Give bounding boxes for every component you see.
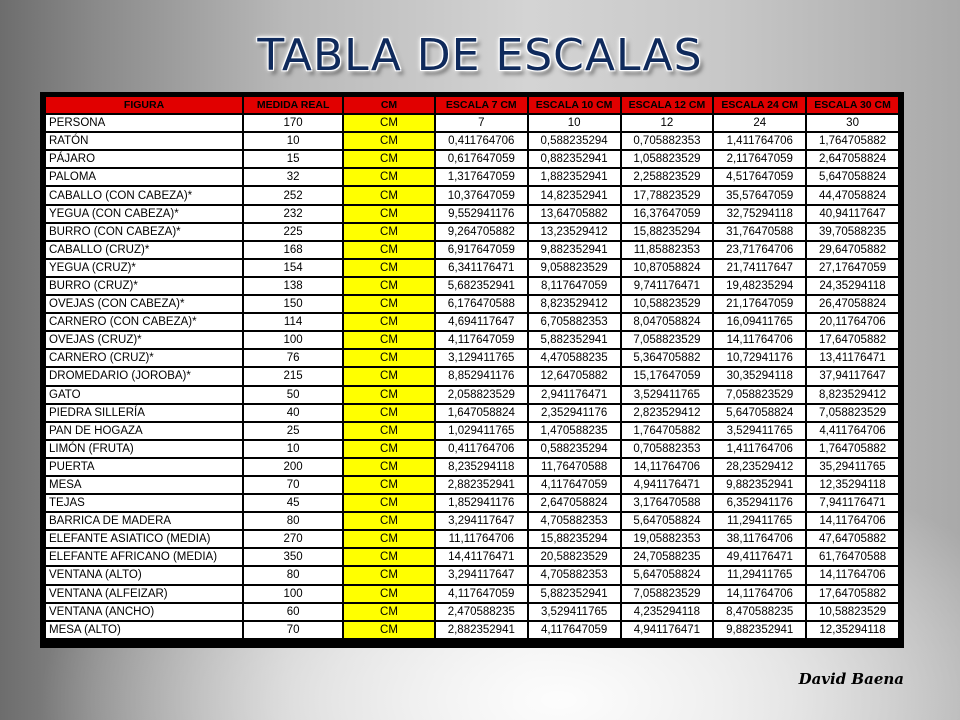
cell-escala-10: 4,117647059 [529,622,620,638]
cell-escala-12: 5,647058824 [622,567,713,583]
cell-unit: CM [344,586,434,602]
cell-unit: CM [344,567,434,583]
cell-unit: CM [344,531,434,547]
cell-escala-7: 0,411764706 [436,441,527,457]
cell-figura: CABALLO (CON CABEZA)* [46,187,242,203]
header-escala-10: ESCALA 10 CM [529,97,620,113]
cell-unit: CM [344,459,434,475]
cell-escala-12: 7,058823529 [622,586,713,602]
cell-escala-30: 12,35294118 [807,477,898,493]
cell-escala-30: 47,64705882 [807,531,898,547]
table-row [46,260,898,276]
cell-escala-10: 0,588235294 [529,441,620,457]
cell-escala-7: 7 [436,115,527,131]
cell-escala-10: 8,117647059 [529,278,620,294]
cell-unit: CM [344,169,434,185]
cell-escala-10: 6,705882353 [529,314,620,330]
cell-medida-real: 168 [244,242,342,258]
cell-escala-10: 9,058823529 [529,260,620,276]
cell-escala-7: 14,41176471 [436,549,527,565]
cell-escala-10: 5,882352941 [529,332,620,348]
cell-escala-10: 9,882352941 [529,242,620,258]
cell-escala-12: 1,764705882 [622,423,713,439]
cell-escala-30: 26,47058824 [807,296,898,312]
table-row [46,332,898,348]
cell-escala-30: 61,76470588 [807,549,898,565]
cell-medida-real: 60 [244,604,342,620]
cell-escala-30: 5,647058824 [807,169,898,185]
cell-medida-real: 70 [244,477,342,493]
cell-escala-24: 2,117647059 [714,151,805,167]
cell-escala-12: 3,529411765 [622,387,713,403]
header-escala-30: ESCALA 30 CM [807,97,898,113]
cell-escala-10: 13,23529412 [529,224,620,240]
cell-medida-real: 80 [244,513,342,529]
cell-figura: CABALLO (CRUZ)* [46,242,242,258]
cell-figura: PERSONA [46,115,242,131]
cell-escala-10: 5,882352941 [529,586,620,602]
cell-escala-12: 9,741176471 [622,278,713,294]
cell-escala-12: 15,17647059 [622,368,713,384]
cell-unit: CM [344,549,434,565]
cell-medida-real: 232 [244,206,342,222]
cell-escala-7: 5,682352941 [436,278,527,294]
cell-medida-real: 40 [244,405,342,421]
table-row [46,531,898,547]
cell-escala-30: 17,64705882 [807,332,898,348]
table-row [46,368,898,384]
cell-escala-7: 0,617647059 [436,151,527,167]
cell-escala-24: 4,517647059 [714,169,805,185]
cell-escala-12: 1,058823529 [622,151,713,167]
table-row [46,441,898,457]
cell-escala-24: 10,72941176 [714,350,805,366]
cell-medida-real: 138 [244,278,342,294]
cell-escala-30: 14,11764706 [807,567,898,583]
cell-escala-12: 3,176470588 [622,495,713,511]
cell-escala-10: 2,647058824 [529,495,620,511]
cell-escala-10: 4,705882353 [529,567,620,583]
cell-medida-real: 252 [244,187,342,203]
cell-escala-30: 27,17647059 [807,260,898,276]
cell-escala-10: 4,470588235 [529,350,620,366]
cell-escala-7: 3,294117647 [436,513,527,529]
table-row [46,187,898,203]
cell-escala-7: 2,882352941 [436,622,527,638]
author-signature: David Baena [798,670,904,688]
cell-figura: PIEDRA SILLERÍA [46,405,242,421]
cell-escala-24: 11,29411765 [714,567,805,583]
cell-escala-10: 13,64705882 [529,206,620,222]
cell-escala-24: 35,57647059 [714,187,805,203]
table-row [46,314,898,330]
cell-figura: DROMEDARIO (JOROBA)* [46,368,242,384]
cell-unit: CM [344,332,434,348]
cell-escala-30: 1,764705882 [807,133,898,149]
cell-escala-7: 3,129411765 [436,350,527,366]
scale-table [44,95,900,640]
cell-unit: CM [344,314,434,330]
cell-escala-10: 4,705882353 [529,513,620,529]
cell-escala-24: 23,71764706 [714,242,805,258]
cell-escala-12: 17,78823529 [622,187,713,203]
cell-figura: VENTANA (ANCHO) [46,604,242,620]
cell-unit: CM [344,206,434,222]
cell-escala-10: 0,882352941 [529,151,620,167]
cell-escala-7: 2,058823529 [436,387,527,403]
cell-escala-24: 9,882352941 [714,477,805,493]
cell-escala-30: 10,58823529 [807,604,898,620]
cell-escala-24: 21,74117647 [714,260,805,276]
cell-escala-30: 1,764705882 [807,441,898,457]
cell-escala-7: 6,176470588 [436,296,527,312]
cell-escala-30: 13,41176471 [807,350,898,366]
cell-escala-12: 2,823529412 [622,405,713,421]
cell-figura: ELEFANTE ASIATICO (MEDIA) [46,531,242,547]
cell-medida-real: 100 [244,332,342,348]
cell-escala-7: 2,882352941 [436,477,527,493]
cell-escala-7: 8,852941176 [436,368,527,384]
cell-escala-10: 0,588235294 [529,133,620,149]
cell-medida-real: 15 [244,151,342,167]
cell-figura: PAN DE HOGAZA [46,423,242,439]
cell-escala-10: 3,529411765 [529,604,620,620]
cell-medida-real: 225 [244,224,342,240]
cell-medida-real: 270 [244,531,342,547]
cell-unit: CM [344,441,434,457]
table-row [46,387,898,403]
cell-escala-10: 1,470588235 [529,423,620,439]
cell-figura: ELEFANTE AFRICANO (MEDIA) [46,549,242,565]
cell-escala-10: 14,82352941 [529,187,620,203]
cell-medida-real: 45 [244,495,342,511]
cell-unit: CM [344,242,434,258]
cell-figura: CARNERO (CRUZ)* [46,350,242,366]
table-row [46,622,898,638]
cell-escala-12: 4,941176471 [622,477,713,493]
table-row [46,423,898,439]
cell-escala-12: 24,70588235 [622,549,713,565]
cell-medida-real: 70 [244,622,342,638]
cell-unit: CM [344,387,434,403]
cell-figura: VENTANA (ALFEIZAR) [46,586,242,602]
cell-escala-7: 8,235294118 [436,459,527,475]
cell-escala-12: 12 [622,115,713,131]
table-row [46,224,898,240]
cell-escala-12: 4,235294118 [622,604,713,620]
cell-figura: PALOMA [46,169,242,185]
cell-escala-12: 15,88235294 [622,224,713,240]
table-row [46,151,898,167]
table-row [46,549,898,565]
table-row [46,278,898,294]
cell-escala-24: 8,470588235 [714,604,805,620]
cell-figura: MESA (ALTO) [46,622,242,638]
cell-unit: CM [344,423,434,439]
cell-medida-real: 76 [244,350,342,366]
cell-escala-30: 29,64705882 [807,242,898,258]
cell-escala-12: 19,05882353 [622,531,713,547]
cell-escala-24: 21,17647059 [714,296,805,312]
cell-unit: CM [344,604,434,620]
cell-escala-10: 15,88235294 [529,531,620,547]
cell-medida-real: 25 [244,423,342,439]
cell-medida-real: 80 [244,567,342,583]
cell-escala-30: 14,11764706 [807,513,898,529]
cell-medida-real: 50 [244,387,342,403]
cell-escala-30: 24,35294118 [807,278,898,294]
cell-escala-10: 2,941176471 [529,387,620,403]
table-row [46,242,898,258]
cell-figura: BARRICA DE MADERA [46,513,242,529]
table-row [46,495,898,511]
cell-escala-7: 4,117647059 [436,332,527,348]
cell-unit: CM [344,151,434,167]
cell-escala-7: 9,552941176 [436,206,527,222]
cell-unit: CM [344,278,434,294]
cell-figura: MESA [46,477,242,493]
cell-escala-12: 2,258823529 [622,169,713,185]
cell-escala-12: 11,85882353 [622,242,713,258]
header-medida-real: MEDIDA REAL [244,97,342,113]
cell-medida-real: 32 [244,169,342,185]
cell-medida-real: 100 [244,586,342,602]
header-escala-24: ESCALA 24 CM [714,97,805,113]
cell-figura: OVEJAS (CON CABEZA)* [46,296,242,312]
table-body [46,115,898,638]
cell-escala-12: 4,941176471 [622,622,713,638]
cell-figura: LIMÓN (FRUTA) [46,441,242,457]
cell-escala-7: 6,341176471 [436,260,527,276]
cell-escala-12: 10,87058824 [622,260,713,276]
cell-medida-real: 150 [244,296,342,312]
page-title: TABLA DE ESCALAS [257,30,703,81]
cell-figura: TEJAS [46,495,242,511]
cell-escala-30: 7,941176471 [807,495,898,511]
cell-unit: CM [344,405,434,421]
cell-figura: OVEJAS (CRUZ)* [46,332,242,348]
cell-escala-7: 6,917647059 [436,242,527,258]
cell-figura: YEGUA (CRUZ)* [46,260,242,276]
cell-unit: CM [344,368,434,384]
cell-escala-7: 11,11764706 [436,531,527,547]
table-row [46,405,898,421]
cell-escala-12: 0,705882353 [622,133,713,149]
cell-escala-24: 31,76470588 [714,224,805,240]
cell-escala-24: 1,411764706 [714,441,805,457]
cell-medida-real: 10 [244,133,342,149]
cell-unit: CM [344,513,434,529]
cell-unit: CM [344,495,434,511]
cell-escala-7: 1,852941176 [436,495,527,511]
cell-escala-30: 30 [807,115,898,131]
cell-escala-12: 7,058823529 [622,332,713,348]
cell-escala-7: 2,470588235 [436,604,527,620]
cell-escala-24: 19,48235294 [714,278,805,294]
cell-escala-7: 3,294117647 [436,567,527,583]
cell-unit: CM [344,133,434,149]
table-header-row [46,97,898,113]
cell-escala-7: 10,37647059 [436,187,527,203]
cell-unit: CM [344,187,434,203]
cell-escala-7: 1,317647059 [436,169,527,185]
cell-unit: CM [344,115,434,131]
cell-escala-24: 14,11764706 [714,586,805,602]
header-escala-7: ESCALA 7 CM [436,97,527,113]
cell-escala-30: 35,29411765 [807,459,898,475]
cell-escala-30: 20,11764706 [807,314,898,330]
cell-escala-7: 4,117647059 [436,586,527,602]
cell-figura: PUERTA [46,459,242,475]
cell-escala-7: 1,029411765 [436,423,527,439]
cell-escala-7: 9,264705882 [436,224,527,240]
cell-escala-10: 1,882352941 [529,169,620,185]
cell-medida-real: 10 [244,441,342,457]
table-row [46,169,898,185]
cell-escala-24: 24 [714,115,805,131]
cell-escala-12: 16,37647059 [622,206,713,222]
cell-escala-10: 12,64705882 [529,368,620,384]
table-row [46,513,898,529]
cell-escala-24: 38,11764706 [714,531,805,547]
cell-escala-30: 40,94117647 [807,206,898,222]
cell-escala-10: 2,352941176 [529,405,620,421]
cell-escala-30: 2,647058824 [807,151,898,167]
cell-escala-30: 4,411764706 [807,423,898,439]
table-row [46,604,898,620]
cell-escala-24: 30,35294118 [714,368,805,384]
cell-escala-7: 0,411764706 [436,133,527,149]
table-row [46,350,898,366]
table-row [46,206,898,222]
cell-escala-12: 10,58823529 [622,296,713,312]
cell-escala-24: 5,647058824 [714,405,805,421]
cell-escala-24: 1,411764706 [714,133,805,149]
cell-escala-12: 5,647058824 [622,513,713,529]
cell-figura: PÁJARO [46,151,242,167]
table-row [46,133,898,149]
cell-escala-30: 39,70588235 [807,224,898,240]
scale-table-container [40,92,904,648]
cell-medida-real: 170 [244,115,342,131]
cell-escala-10: 10 [529,115,620,131]
cell-escala-7: 1,647058824 [436,405,527,421]
cell-escala-24: 49,41176471 [714,549,805,565]
cell-figura: YEGUA (CON CABEZA)* [46,206,242,222]
cell-unit: CM [344,350,434,366]
cell-escala-10: 4,117647059 [529,477,620,493]
cell-escala-30: 37,94117647 [807,368,898,384]
cell-figura: GATO [46,387,242,403]
cell-figura: VENTANA (ALTO) [46,567,242,583]
cell-unit: CM [344,224,434,240]
cell-escala-24: 16,09411765 [714,314,805,330]
cell-escala-24: 7,058823529 [714,387,805,403]
cell-medida-real: 154 [244,260,342,276]
cell-escala-12: 5,364705882 [622,350,713,366]
cell-unit: CM [344,296,434,312]
table-row [46,477,898,493]
cell-escala-24: 11,29411765 [714,513,805,529]
cell-escala-12: 14,11764706 [622,459,713,475]
cell-escala-30: 44,47058824 [807,187,898,203]
header-unit: CM [344,97,434,113]
cell-medida-real: 215 [244,368,342,384]
cell-escala-30: 12,35294118 [807,622,898,638]
cell-medida-real: 350 [244,549,342,565]
cell-escala-10: 8,823529412 [529,296,620,312]
cell-escala-30: 7,058823529 [807,405,898,421]
cell-escala-24: 32,75294118 [714,206,805,222]
header-figura: FIGURA [46,97,242,113]
header-escala-12: ESCALA 12 CM [622,97,713,113]
cell-unit: CM [344,477,434,493]
table-row [46,567,898,583]
cell-escala-10: 20,58823529 [529,549,620,565]
cell-escala-12: 0,705882353 [622,441,713,457]
cell-escala-10: 11,76470588 [529,459,620,475]
cell-figura: CARNERO (CON CABEZA)* [46,314,242,330]
cell-figura: BURRO (CRUZ)* [46,278,242,294]
table-row [46,296,898,312]
cell-escala-30: 17,64705882 [807,586,898,602]
table-row [46,459,898,475]
cell-escala-24: 6,352941176 [714,495,805,511]
cell-unit: CM [344,260,434,276]
cell-escala-24: 28,23529412 [714,459,805,475]
cell-escala-30: 8,823529412 [807,387,898,403]
cell-escala-24: 9,882352941 [714,622,805,638]
cell-figura: RATÓN [46,133,242,149]
cell-escala-7: 4,694117647 [436,314,527,330]
cell-escala-24: 14,11764706 [714,332,805,348]
table-row [46,586,898,602]
cell-escala-24: 3,529411765 [714,423,805,439]
cell-figura: BURRO (CON CABEZA)* [46,224,242,240]
cell-unit: CM [344,622,434,638]
cell-medida-real: 200 [244,459,342,475]
cell-escala-12: 8,047058824 [622,314,713,330]
table-row [46,115,898,131]
cell-medida-real: 114 [244,314,342,330]
